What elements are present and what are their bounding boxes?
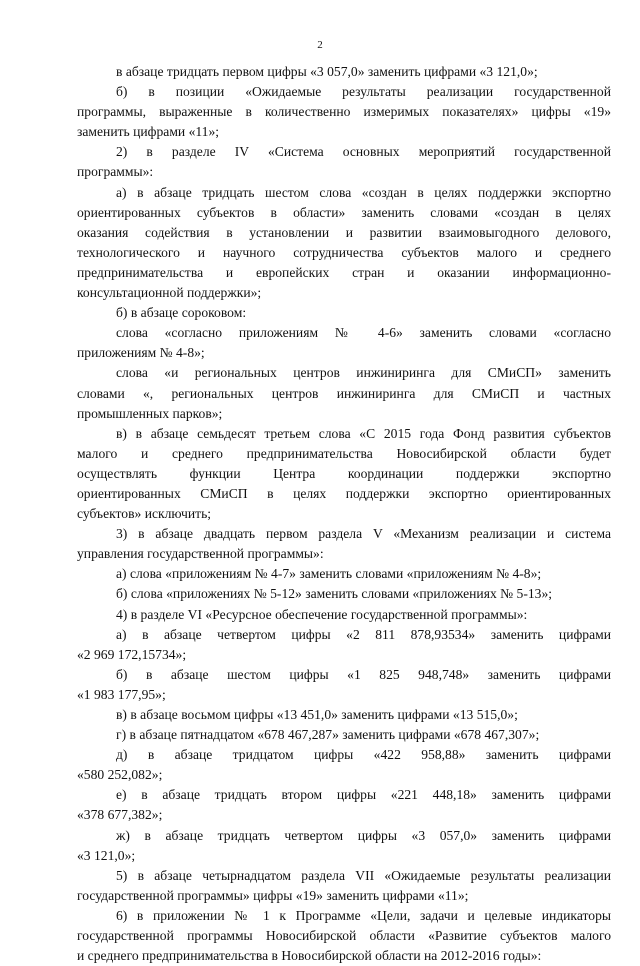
page-number: 2: [317, 39, 323, 51]
text-line: «580 252,082»;: [77, 767, 163, 783]
text-line: «378 677,382»;: [77, 807, 163, 823]
text-line: «1 983 177,95»;: [77, 686, 166, 702]
text-line: осуществлять функции Центра координации поддержки экспортно: [77, 465, 611, 481]
text-line: технологического и научного сотрудничества субъектов малого и среднего: [77, 244, 611, 260]
text-line: 6) в приложении № 1 к Программе «Цели, задачи и целевые индикаторы: [116, 907, 611, 923]
text-line: управления государственной программы»:: [77, 546, 324, 562]
text-line: а) в абзаце четвертом цифры «2 811 878,93534» заменить цифрами: [116, 626, 611, 642]
text-line: а) слова «приложениям № 4-7» заменить словами «приложениям № 4-8»;: [116, 566, 542, 582]
text-line: «3 121,0»;: [77, 847, 136, 863]
text-line: е) в абзаце тридцать втором цифры «221 448,18» заменить цифрами: [116, 787, 611, 803]
text-line: предпринимательства и европейских стран и оказании информационно-: [77, 264, 611, 280]
text-line: слова «согласно приложениям № 4-6» заменить словами «согласно: [116, 325, 611, 341]
text-line: заменить цифрами «11»;: [77, 124, 220, 140]
text-line: б) в абзаце шестом цифры «1 825 948,748» заменить цифрами: [116, 666, 611, 682]
text-line: ориентированных СМиСП в целях поддержки экспортно ориентированных: [77, 485, 611, 501]
document-body: [77, 62, 611, 966]
text-line: в) в абзаце семьдесят третьем слова «С 2015 года Фонд развития субъектов: [116, 425, 611, 441]
text-line: словами «, региональных центров инжиниринга для СМиСП и частных: [77, 385, 611, 401]
text-line: в абзаце тридцать первом цифры «3 057,0» заменить цифрами «3 121,0»;: [116, 64, 538, 79]
text-line: б) в позиции «Ожидаемые результаты реализации государственной: [116, 84, 611, 100]
text-line: 5) в абзаце четырнадцатом раздела VII «Ожидаемые результаты реализации: [116, 867, 611, 883]
text-line: государственной программы» цифры «19» заменить цифрами «11»;: [77, 887, 469, 903]
text-line: программы, выраженные в количественно измеримых показателях» цифры «19»: [77, 104, 611, 120]
text-line: б) слова «приложениях № 5-12» заменить словами «приложениях № 5-13»;: [116, 586, 553, 602]
text-line: 3) в абзаце двадцать первом раздела V «Механизм реализации и система: [116, 526, 611, 542]
text-line: 4) в разделе VI «Ресурсное обеспечение государственной программы»:: [116, 606, 528, 622]
text-line: промышленных парков»;: [77, 405, 223, 421]
text-line: субъектов» исключить;: [77, 506, 212, 522]
text-line: 2) в разделе IV «Система основных мероприятий государственной: [116, 144, 611, 160]
text-line: «2 969 172,15734»;: [77, 646, 187, 662]
text-line: ж) в абзаце тридцать четвертом цифры «3 057,0» заменить цифрами: [116, 827, 611, 843]
text-line: малого и среднего предпринимательства Новосибирской области будет: [77, 445, 611, 461]
text-line: ориентированных субъектов в области» заменить словами «создан в целях: [77, 204, 611, 220]
text-line: приложениям № 4-8»;: [77, 345, 205, 361]
text-line: консультационной поддержки»;: [77, 285, 262, 301]
text-line: программы»:: [77, 164, 154, 180]
text-line: и среднего предпринимательства в Новосибирской области на 2012-2016 годы»:: [77, 948, 542, 964]
text-line: оказания содействия в установлении и развитии взаимовыгодного делового,: [77, 224, 611, 240]
text-line: слова «и региональных центров инжиниринга для СМиСП» заменить: [116, 365, 611, 381]
text-line: б) в абзаце сороковом:: [116, 305, 247, 321]
text-line: г) в абзаце пятнадцатом «678 467,287» заменить цифрами «678 467,307»;: [116, 727, 540, 743]
text-line: государственной программы Новосибирской области «Развитие субъектов малого: [77, 928, 611, 944]
text-line: д) в абзаце тридцатом цифры «422 958,88» заменить цифрами: [116, 747, 611, 763]
text-line: а) в абзаце тридцать шестом слова «создан в целях поддержки экспортно: [116, 184, 611, 200]
text-line: в) в абзаце восьмом цифры «13 451,0» заменить цифрами «13 515,0»;: [116, 707, 518, 722]
